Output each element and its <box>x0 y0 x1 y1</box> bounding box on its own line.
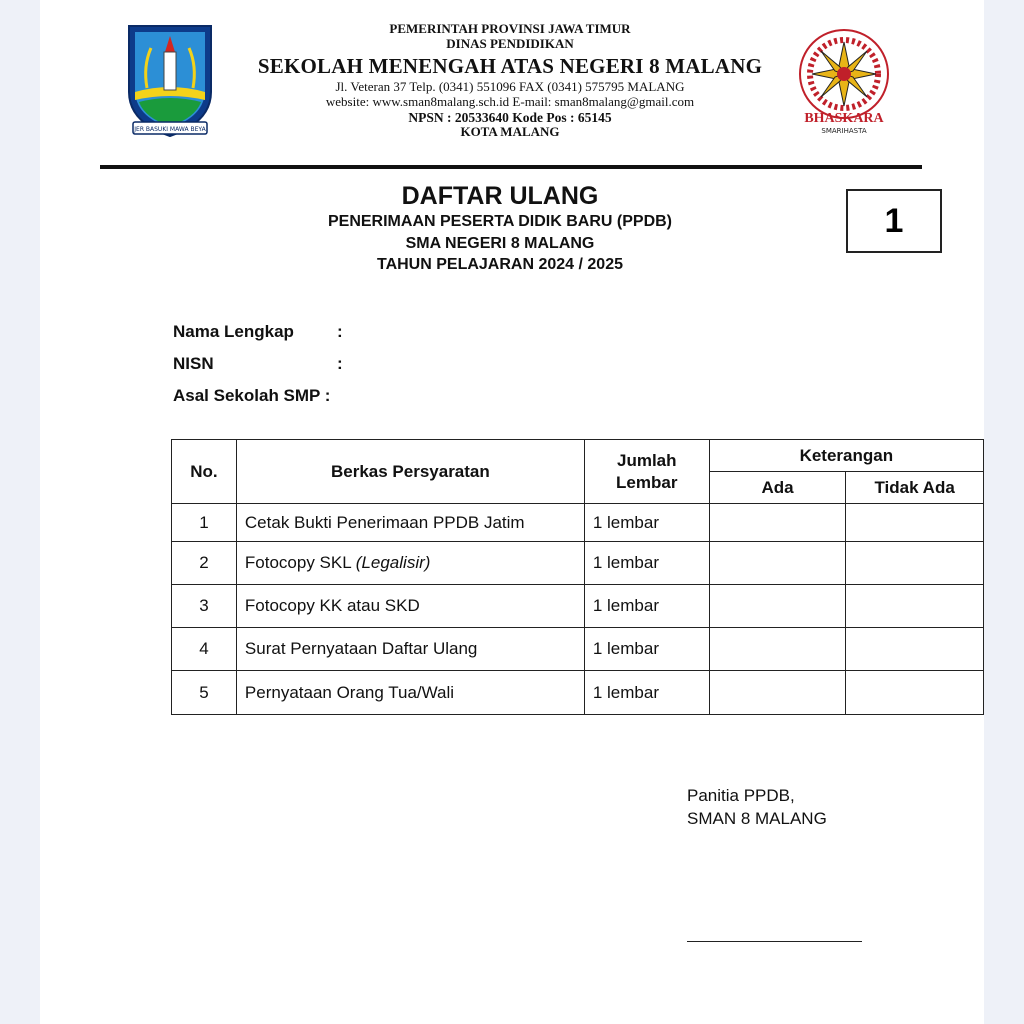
row-count: 1 lembar <box>584 504 709 542</box>
row-document-text: Fotocopy SKL <box>244 553 356 572</box>
table-row <box>172 628 984 671</box>
row-document-note: (Legalisir) <box>355 553 431 572</box>
title-main: DAFTAR ULANG <box>401 182 599 210</box>
row-count: 1 lembar <box>584 628 709 671</box>
field-label: Nama Lengkap <box>173 322 294 341</box>
npsn-line: NPSN : 20533640 Kode Pos : 65145 <box>408 109 612 125</box>
header-count <box>584 440 709 504</box>
table-row <box>172 504 984 542</box>
row-document <box>236 585 584 628</box>
row-count: 1 lembar <box>584 585 709 628</box>
east-java-emblem-icon <box>125 22 215 140</box>
row-document <box>236 542 584 585</box>
row-not-available-cell[interactable] <box>846 542 984 585</box>
bhaskara-emblem-icon <box>785 22 903 140</box>
row-document-text: Fotocopy KK atau SKD <box>244 596 420 615</box>
department-line: DINAS PENDIDIKAN <box>446 35 574 51</box>
row-no: 4 <box>172 628 237 671</box>
header-remarks: Keterangan <box>709 440 983 472</box>
form-title <box>220 182 780 276</box>
document-page <box>40 0 984 1024</box>
row-document-text: Cetak Bukti Penerimaan PPDB Jatim <box>244 512 525 532</box>
row-no: 2 <box>172 542 237 585</box>
row-available-cell[interactable] <box>709 628 846 671</box>
row-available-cell[interactable] <box>709 585 846 628</box>
title-line-3: TAHUN PELAJARAN 2024 / 2025 <box>376 256 623 274</box>
bhaskara-sub: SMARIHASTA <box>821 127 867 135</box>
school-name: SEKOLAH MENENGAH ATAS NEGERI 8 MALANG <box>257 53 763 78</box>
row-document <box>236 504 584 542</box>
row-document-text: Pernyataan Orang Tua/Wali <box>244 682 455 702</box>
header-not-available: Tidak Ada <box>846 472 984 504</box>
row-count: 1 lembar <box>584 542 709 585</box>
header-count-label: Jumlah Lembar <box>616 451 678 492</box>
signature-school: SMAN 8 MALANG <box>687 808 827 828</box>
contact-line: website: www.sman8malang.sch.id E-mail: sman8malang@gmail.com <box>325 93 695 109</box>
row-document-text: Surat Pernyataan Daftar Ulang <box>244 639 478 658</box>
row-count: 1 lembar <box>584 671 709 715</box>
bhaskara-name: BHASKARA <box>804 111 884 126</box>
signature-block <box>687 785 827 831</box>
header-available: Ada <box>709 472 846 504</box>
field-colon: : <box>337 354 343 373</box>
row-document <box>236 628 584 671</box>
field-colon: : <box>337 322 343 341</box>
title-line-2: SMA NEGERI 8 MALANG <box>405 234 595 252</box>
row-not-available-cell[interactable] <box>846 585 984 628</box>
row-available-cell[interactable] <box>709 542 846 585</box>
signature-line <box>687 941 862 942</box>
government-line: PEMERINTAH PROVINSI JAWA TIMUR <box>389 21 631 36</box>
table-row <box>172 542 984 585</box>
emblem-motto: JER BASUKI MAWA BEYA <box>134 126 206 133</box>
field-label: NISN <box>173 354 214 373</box>
title-line-1: PENERIMAAN PESERTA DIDIK BARU (PPDB) <box>327 213 672 230</box>
table-row <box>172 671 984 715</box>
field-label: Asal Sekolah SMP : <box>173 386 331 405</box>
row-document <box>236 671 584 715</box>
letterhead-divider <box>100 165 922 169</box>
requirements-table <box>171 439 984 715</box>
table-row <box>172 585 984 628</box>
address-line: Jl. Veteran 37 Telp. (0341) 551096 FAX (0341) 575795 MALANG <box>335 79 685 95</box>
city-line: KOTA MALANG <box>460 124 560 140</box>
row-available-cell[interactable] <box>709 504 846 542</box>
row-not-available-cell[interactable] <box>846 628 984 671</box>
row-no: 5 <box>172 671 237 715</box>
row-no: 3 <box>172 585 237 628</box>
form-number-box: 1 <box>846 189 942 253</box>
header-document: Berkas Persyaratan <box>236 440 584 504</box>
row-available-cell[interactable] <box>709 671 846 715</box>
row-not-available-cell[interactable] <box>846 504 984 542</box>
header-no: No. <box>172 440 237 504</box>
letterhead <box>240 22 780 140</box>
signature-committee: Panitia PPDB, <box>687 786 795 805</box>
row-no: 1 <box>172 504 237 542</box>
row-not-available-cell[interactable] <box>846 671 984 715</box>
